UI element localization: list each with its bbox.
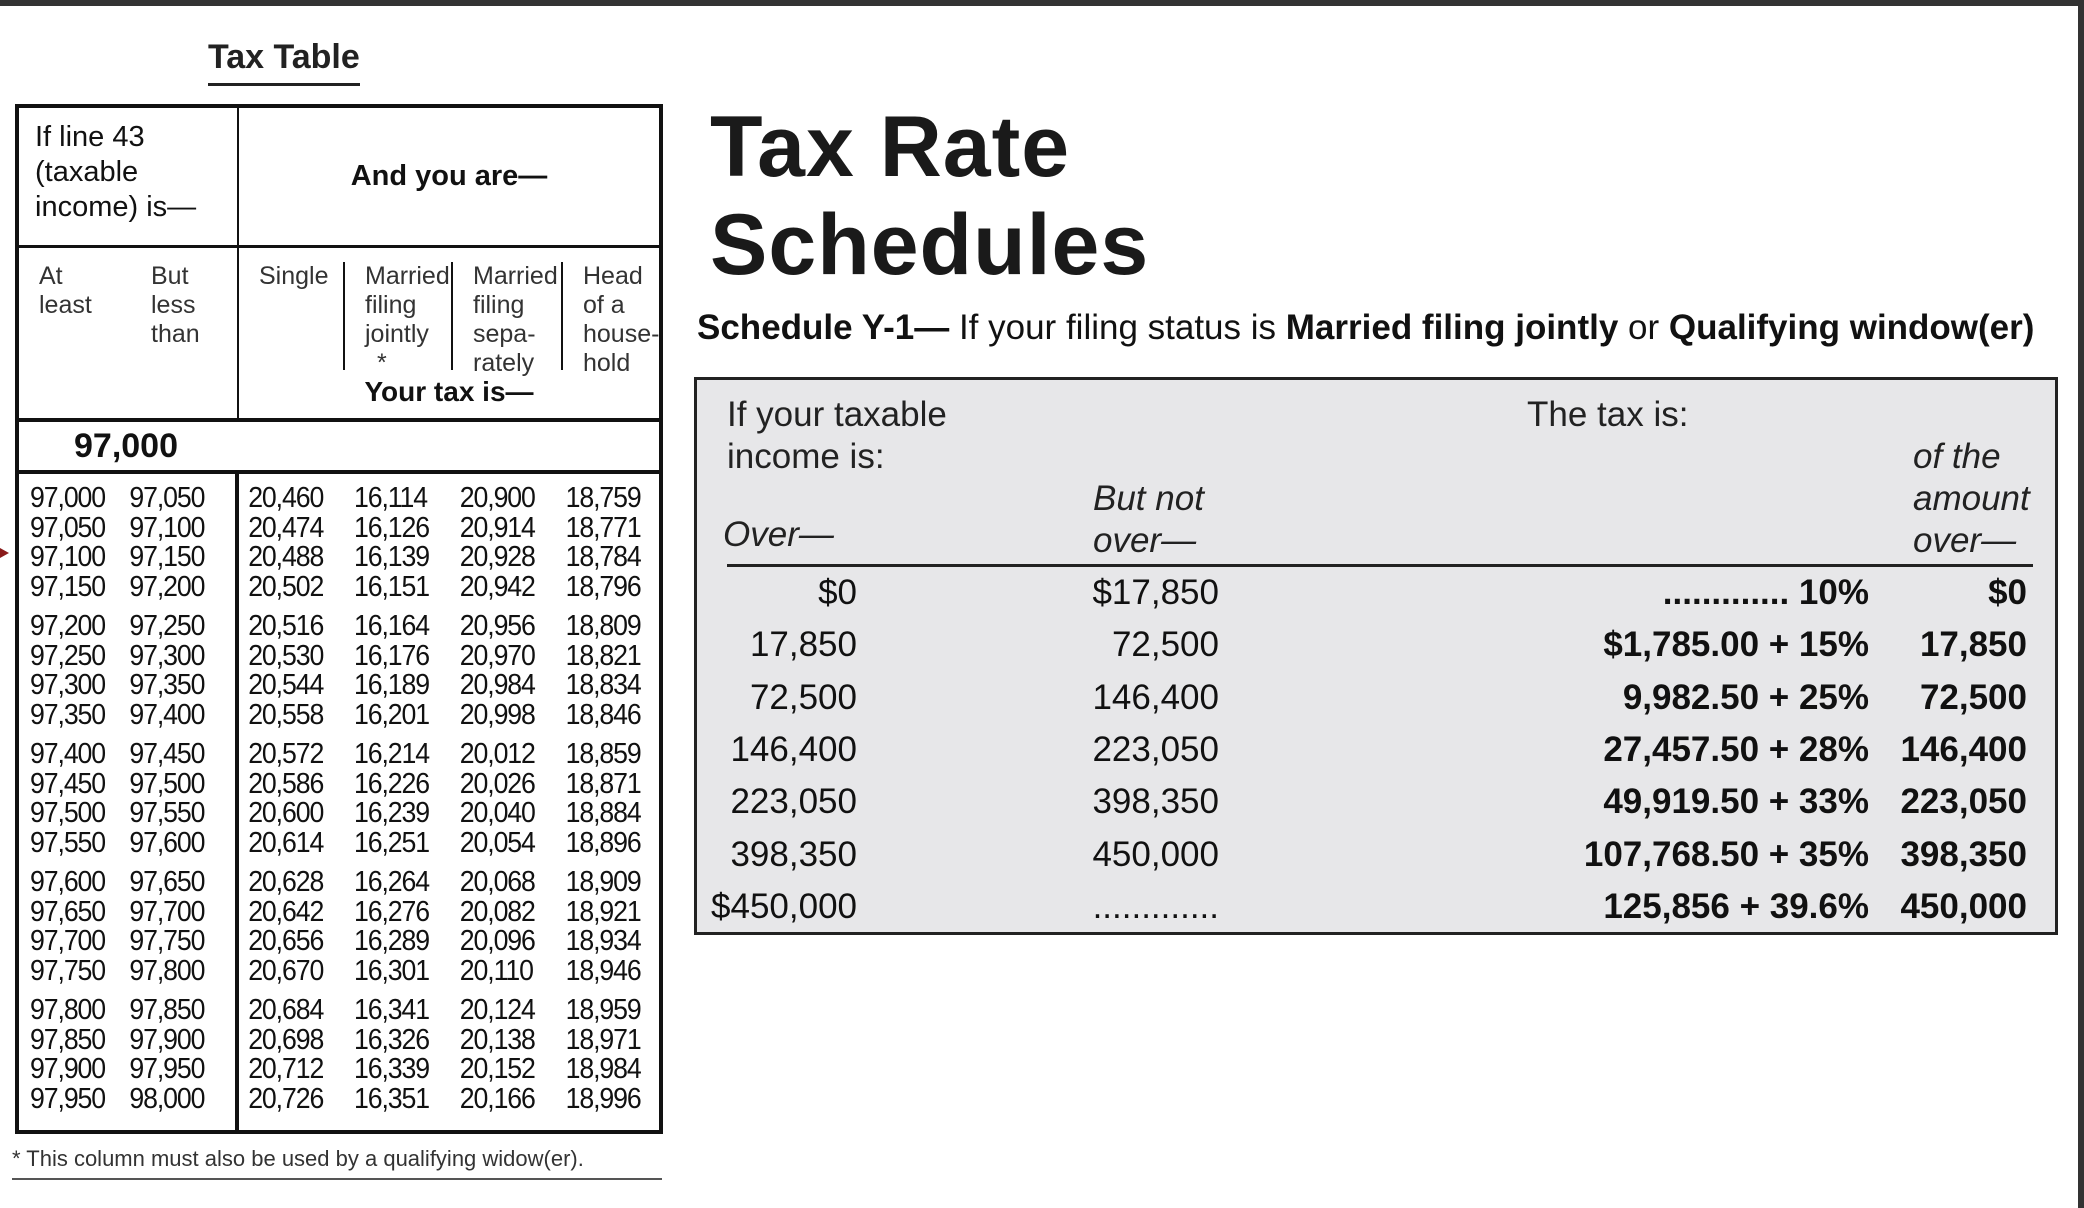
table-row: [19, 954, 218, 987]
head-of-household-tax-cell: 18,859: [565, 738, 641, 770]
income-range-headers: [19, 248, 239, 418]
table-row: [239, 639, 662, 672]
but-less-than-cell: 97,250: [129, 610, 205, 642]
header-text: sepa-: [473, 320, 536, 348]
at-least-cell: 97,950: [30, 1082, 106, 1115]
at-least-cell: 97,300: [30, 669, 106, 701]
single-tax-cell: 20,488: [248, 541, 324, 573]
married-separately-tax-cell: 20,928: [459, 541, 535, 573]
table-row: [239, 1055, 662, 1085]
of-amount-over-cell: 450,000: [1900, 886, 2027, 926]
head-of-household-tax-cell: 18,771: [565, 511, 641, 544]
header-text: Married: [365, 262, 450, 290]
over-cell: 223,050: [730, 782, 857, 822]
table-row: [19, 511, 218, 544]
at-least-cell: 97,550: [30, 826, 106, 859]
at-least-cell: 97,150: [30, 570, 106, 603]
tax-amount-columns: [239, 474, 699, 1130]
table-row: [19, 767, 218, 800]
single-tax-cell: 20,530: [248, 639, 324, 672]
table-row: [19, 868, 218, 898]
schedule-row: [697, 781, 2061, 823]
married-separately-tax-cell: 20,082: [459, 895, 535, 928]
head-of-household-tax-cell: 18,971: [565, 1023, 641, 1056]
single-tax-cell: 20,670: [248, 954, 324, 987]
filing-status-headers: [239, 248, 659, 418]
table-row: [19, 1055, 218, 1085]
but-not-over-cell: 146,400: [1092, 677, 1219, 717]
header-text: At: [39, 262, 63, 290]
subtitle-bold: Schedule Y-1—: [697, 308, 950, 347]
married-separately-tax-cell: 20,110: [459, 954, 533, 987]
tax-base-cell: 125,856 + 39.6%: [1603, 886, 1869, 926]
married-separately-tax-cell: 20,026: [459, 767, 535, 800]
table-row: [19, 639, 218, 672]
but-not-over-cell: $17,850: [1092, 573, 1219, 612]
married-jointly-tax-cell: 16,264: [354, 866, 429, 898]
married-separately-tax-cell: 20,984: [459, 669, 535, 701]
header-rule: [727, 564, 2033, 567]
single-tax-cell: 20,558: [248, 698, 324, 731]
table-row: [239, 954, 662, 987]
head-of-household-tax-cell: 18,846: [565, 698, 641, 731]
but-not-over-cell: 72,500: [1111, 625, 1219, 665]
table-row: [19, 826, 218, 859]
tax-amount-group: [239, 996, 699, 1114]
table-row: [239, 612, 662, 642]
married-jointly-tax-cell: 16,126: [354, 511, 429, 544]
header-text: of a: [583, 291, 625, 319]
head-of-household-header: [561, 262, 660, 377]
married-separately-tax-cell: 20,942: [459, 570, 535, 603]
single-tax-cell: 20,712: [248, 1053, 324, 1085]
header-text: But not: [1093, 479, 1204, 518]
at-least-cell: 97,750: [30, 954, 106, 987]
income-range-group: [19, 740, 235, 858]
table-row: [19, 612, 218, 642]
married-jointly-tax-cell: 16,276: [354, 895, 429, 928]
married-separately-tax-cell: 20,152: [459, 1053, 535, 1085]
married-separately-tax-cell: 20,138: [459, 1023, 535, 1056]
table-row: [239, 484, 662, 514]
over-cell: 72,500: [749, 677, 857, 717]
married-jointly-tax-cell: 16,239: [354, 797, 429, 829]
married-jointly-tax-cell: 16,151: [354, 570, 429, 603]
tax-table-subheader: [19, 248, 659, 422]
header-text: *: [377, 349, 387, 377]
schedule-y1-subtitle: [697, 308, 2034, 348]
table-row: [19, 570, 218, 603]
title-line: Tax Rate: [710, 99, 1071, 195]
header-text: But: [151, 262, 189, 290]
tax-base-cell: 49,919.50 + 33%: [1603, 782, 1869, 822]
right-border: [2078, 0, 2084, 1208]
at-least-header: [19, 262, 125, 418]
but-less-than-cell: 97,150: [129, 541, 205, 573]
tax-table: [15, 104, 663, 1134]
but-less-than-header: [125, 262, 237, 418]
header-text: less: [151, 291, 196, 319]
top-border: [0, 0, 2084, 6]
at-least-cell: 97,200: [30, 610, 106, 642]
at-least-cell: 97,350: [30, 698, 106, 731]
single-tax-cell: 20,656: [248, 925, 324, 957]
of-amount-over-cell: 17,850: [1919, 625, 2027, 665]
head-of-household-tax-cell: 18,996: [565, 1082, 641, 1115]
single-tax-cell: 20,516: [248, 610, 324, 642]
at-least-cell: 97,000: [30, 482, 106, 514]
at-least-cell: 97,800: [30, 994, 106, 1026]
table-row: [19, 740, 218, 770]
over-cell: 17,850: [749, 625, 857, 665]
tax-base-cell: $1,785.00 + 15%: [1603, 625, 1869, 665]
married-separately-tax-cell: 20,900: [459, 482, 535, 514]
tax-amount-group: [239, 868, 699, 986]
tax-table-header: [19, 108, 659, 248]
table-row: [19, 698, 218, 731]
married-jointly-tax-cell: 16,189: [354, 669, 429, 701]
table-row: [239, 740, 662, 770]
single-tax-cell: 20,628: [248, 866, 324, 898]
married-jointly-tax-cell: 16,139: [354, 541, 429, 573]
table-row: [239, 1023, 662, 1056]
table-row: [19, 927, 218, 957]
but-less-than-cell: 97,950: [129, 1053, 205, 1085]
bracket-label: 97,000: [19, 422, 659, 474]
but-less-than-cell: 97,200: [129, 570, 205, 603]
tax-base-cell: 107,768.50 + 35%: [1583, 834, 1869, 874]
head-of-household-tax-cell: 18,896: [565, 826, 641, 859]
but-less-than-cell: 97,900: [129, 1023, 205, 1056]
married-separately-tax-cell: 20,124: [459, 994, 535, 1026]
subtitle-bold: Married filing jointly: [1285, 308, 1619, 347]
over-cell: $450,000: [711, 886, 857, 926]
table-row: [239, 996, 662, 1026]
but-less-than-cell: 98,000: [129, 1082, 205, 1115]
tax-amount-group: [239, 484, 699, 602]
income-range-group: [19, 996, 235, 1114]
married-separately-tax-cell: 20,012: [459, 738, 535, 770]
head-of-household-tax-cell: 18,796: [565, 570, 641, 603]
of-amount-over-cell: 72,500: [1919, 677, 2027, 717]
married-separately-tax-cell: 20,068: [459, 866, 535, 898]
header-text: hold: [583, 349, 631, 377]
married-jointly-tax-cell: 16,301: [354, 954, 429, 987]
at-least-cell: 97,400: [30, 738, 106, 770]
income-range-group: [19, 612, 235, 730]
of-amount-over-cell: 146,400: [1900, 729, 2027, 769]
table-row: [19, 1082, 218, 1115]
head-of-household-tax-cell: 18,909: [565, 866, 641, 898]
but-less-than-cell: 97,100: [129, 511, 205, 544]
schedule-row: [697, 624, 2061, 666]
single-tax-cell: 20,726: [248, 1082, 324, 1115]
header-text: Single: [259, 262, 329, 290]
table-row: [239, 671, 662, 701]
table-row: [239, 543, 662, 573]
at-least-cell: 97,050: [30, 511, 106, 544]
but-less-than-cell: 97,750: [129, 925, 205, 957]
but-less-than-cell: 97,600: [129, 826, 205, 859]
and-you-are-label: And you are—: [350, 160, 548, 192]
married-separately-tax-cell: 20,970: [459, 639, 535, 672]
table-row: [239, 698, 662, 731]
table-row: [19, 484, 218, 514]
subtitle-text: If your filing status is: [949, 308, 1286, 347]
single-tax-cell: 20,474: [248, 511, 324, 544]
header-text: Married: [473, 262, 558, 290]
over-cell: $0: [818, 573, 857, 612]
head-of-household-tax-cell: 18,934: [565, 925, 641, 957]
but-less-than-cell: 97,700: [129, 895, 205, 928]
schedule-row: [697, 729, 2061, 771]
married-separately-tax-cell: 20,096: [459, 925, 535, 957]
single-tax-cell: 20,502: [248, 570, 324, 603]
income-range-column: [19, 474, 239, 1130]
married-jointly-tax-cell: 16,214: [354, 738, 429, 770]
at-least-cell: 97,650: [30, 895, 106, 928]
table-row: [239, 570, 662, 603]
tax-base-cell: ............. 10%: [1662, 573, 1869, 612]
schedule-row: [697, 677, 2061, 719]
header-text: If your taxable: [727, 395, 947, 434]
married-separately-tax-cell: 20,998: [459, 698, 535, 731]
married-jointly-tax-cell: 16,226: [354, 767, 429, 800]
table-row: [239, 826, 662, 859]
head-of-household-tax-cell: 18,784: [565, 541, 641, 573]
your-tax-is-label: Your tax is—: [364, 376, 534, 407]
table-row: [239, 799, 662, 829]
married-jointly-tax-cell: 16,176: [354, 639, 429, 672]
table-row: [239, 927, 662, 957]
at-least-cell: 97,500: [30, 797, 106, 829]
single-tax-cell: 20,572: [248, 738, 324, 770]
single-tax-cell: 20,684: [248, 994, 324, 1026]
header-text: jointly: [365, 320, 429, 348]
married-jointly-tax-cell: 16,164: [354, 610, 429, 642]
single-header: [239, 262, 343, 370]
header-text: rately: [473, 349, 535, 377]
table-row: [239, 511, 662, 544]
but-less-than-cell: 97,850: [129, 994, 205, 1026]
of-amount-over-cell: 398,350: [1900, 834, 2027, 874]
tax-amount-group: [239, 740, 699, 858]
single-tax-cell: 20,600: [248, 797, 324, 829]
tax-base-cell: 9,982.50 + 25%: [1622, 677, 1869, 717]
but-not-over-cell: 223,050: [1092, 729, 1219, 769]
at-least-cell: 97,700: [30, 925, 106, 957]
but-less-than-cell: 97,500: [129, 767, 205, 800]
of-amount-over-cell: 223,050: [1900, 782, 2027, 822]
table-row: [19, 799, 218, 829]
head-of-household-tax-cell: 18,959: [565, 994, 641, 1026]
if-line-43-label: [19, 108, 239, 245]
at-least-cell: 97,900: [30, 1053, 106, 1085]
row-marker-arrow: [0, 548, 9, 558]
but-less-than-cell: 97,550: [129, 797, 205, 829]
table-row: [19, 1023, 218, 1056]
header-text: filing: [473, 291, 525, 319]
married-jointly-tax-cell: 16,326: [354, 1023, 429, 1056]
single-tax-cell: 20,698: [248, 1023, 324, 1056]
title-line: Schedules: [710, 197, 1150, 293]
taxable-income-header: [727, 394, 947, 478]
tax-base-cell: 27,457.50 + 28%: [1603, 729, 1869, 769]
married-jointly-tax-cell: 16,341: [354, 994, 429, 1026]
table-row: [19, 996, 218, 1026]
income-range-group: [19, 868, 235, 986]
table-row: [239, 895, 662, 928]
if-line-text: If line 43: [35, 121, 145, 153]
header-text: than: [151, 320, 200, 348]
of-amount-over-cell: $0: [1988, 573, 2027, 612]
header-text: over—: [1913, 521, 2017, 560]
header-text: filing: [365, 291, 417, 319]
single-tax-cell: 20,614: [248, 826, 324, 859]
married-separately-tax-cell: 20,914: [459, 511, 535, 544]
schedule-row: [697, 886, 2061, 928]
at-least-cell: 97,600: [30, 866, 106, 898]
table-row: [19, 895, 218, 928]
header-text: house-: [583, 320, 660, 348]
single-tax-cell: 20,586: [248, 767, 324, 800]
but-less-than-cell: 97,450: [129, 738, 205, 770]
schedule-row: [697, 572, 2061, 614]
over-cell: 146,400: [730, 729, 857, 769]
head-of-household-tax-cell: 18,834: [565, 669, 641, 701]
tax-amount-group: [239, 612, 699, 730]
married-jointly-tax-cell: 16,114: [354, 482, 428, 514]
schedules-title: [710, 98, 1149, 294]
single-tax-cell: 20,642: [248, 895, 324, 928]
head-of-household-tax-cell: 18,759: [565, 482, 641, 514]
single-tax-cell: 20,544: [248, 669, 324, 701]
married-jointly-tax-cell: 16,201: [354, 698, 429, 731]
header-text: amount: [1913, 479, 2030, 518]
at-least-cell: 97,100: [30, 541, 106, 573]
over-header: Over—: [723, 515, 834, 554]
header-text: of the: [1913, 437, 2001, 476]
tax-table-body: [19, 474, 659, 1130]
header-text: least: [39, 291, 92, 319]
subtitle-text: or: [1618, 308, 1669, 347]
subtitle-bold: Qualifying window(er): [1668, 308, 2035, 347]
married-separately-tax-cell: 20,166: [459, 1082, 535, 1115]
schedule-y1-table: [694, 377, 2058, 935]
but-less-than-cell: 97,350: [129, 669, 205, 701]
but-not-over-cell: .............: [1092, 886, 1219, 926]
but-less-than-cell: 97,650: [129, 866, 205, 898]
schedule-row: [697, 834, 2061, 876]
if-line-text: (taxable: [35, 156, 139, 188]
header-text: Head: [583, 262, 643, 290]
but-less-than-cell: 97,050: [129, 482, 205, 514]
married-separately-tax-cell: 20,040: [459, 797, 535, 829]
table-row: [19, 671, 218, 701]
head-of-household-tax-cell: 18,871: [565, 767, 641, 800]
married-jointly-header: [343, 262, 451, 377]
tax-is-header: The tax is:: [1527, 395, 1689, 434]
married-jointly-tax-cell: 16,251: [354, 826, 429, 859]
but-not-over-cell: 398,350: [1092, 782, 1219, 822]
at-least-cell: 97,850: [30, 1023, 106, 1056]
head-of-household-tax-cell: 18,809: [565, 610, 641, 642]
over-cell: 398,350: [730, 834, 857, 874]
of-amount-over-header: [1913, 436, 2030, 562]
at-least-cell: 97,450: [30, 767, 106, 800]
but-not-over-cell: 450,000: [1092, 834, 1219, 874]
header-text: over—: [1093, 521, 1197, 560]
table-row: [239, 767, 662, 800]
income-range-group: [19, 484, 235, 602]
tax-table-title: Tax Table: [208, 38, 360, 86]
table-row: [19, 543, 218, 573]
but-less-than-cell: 97,400: [129, 698, 205, 731]
but-not-over-header: [1093, 478, 1204, 562]
head-of-household-tax-cell: 18,921: [565, 895, 641, 928]
married-separately-tax-cell: 20,054: [459, 826, 535, 859]
married-jointly-tax-cell: 16,339: [354, 1053, 429, 1085]
married-separately-header: [451, 262, 561, 377]
married-separately-tax-cell: 20,956: [459, 610, 535, 642]
head-of-household-tax-cell: 18,984: [565, 1053, 641, 1085]
table-row: [239, 868, 662, 898]
single-tax-cell: 20,460: [248, 482, 324, 514]
tax-table-footnote: * This column must also be used by a qualifying widow(er).: [12, 1146, 662, 1180]
married-jointly-tax-cell: 16,289: [354, 925, 429, 957]
table-row: [239, 1082, 662, 1115]
but-less-than-cell: 97,300: [129, 639, 205, 672]
head-of-household-tax-cell: 18,946: [565, 954, 641, 987]
header-text: income is:: [727, 437, 885, 476]
married-jointly-tax-cell: 16,351: [354, 1082, 429, 1115]
if-line-text: income) is—: [35, 191, 197, 223]
at-least-cell: 97,250: [30, 639, 106, 672]
head-of-household-tax-cell: 18,884: [565, 797, 641, 829]
head-of-household-tax-cell: 18,821: [565, 639, 641, 672]
but-less-than-cell: 97,800: [129, 954, 205, 987]
